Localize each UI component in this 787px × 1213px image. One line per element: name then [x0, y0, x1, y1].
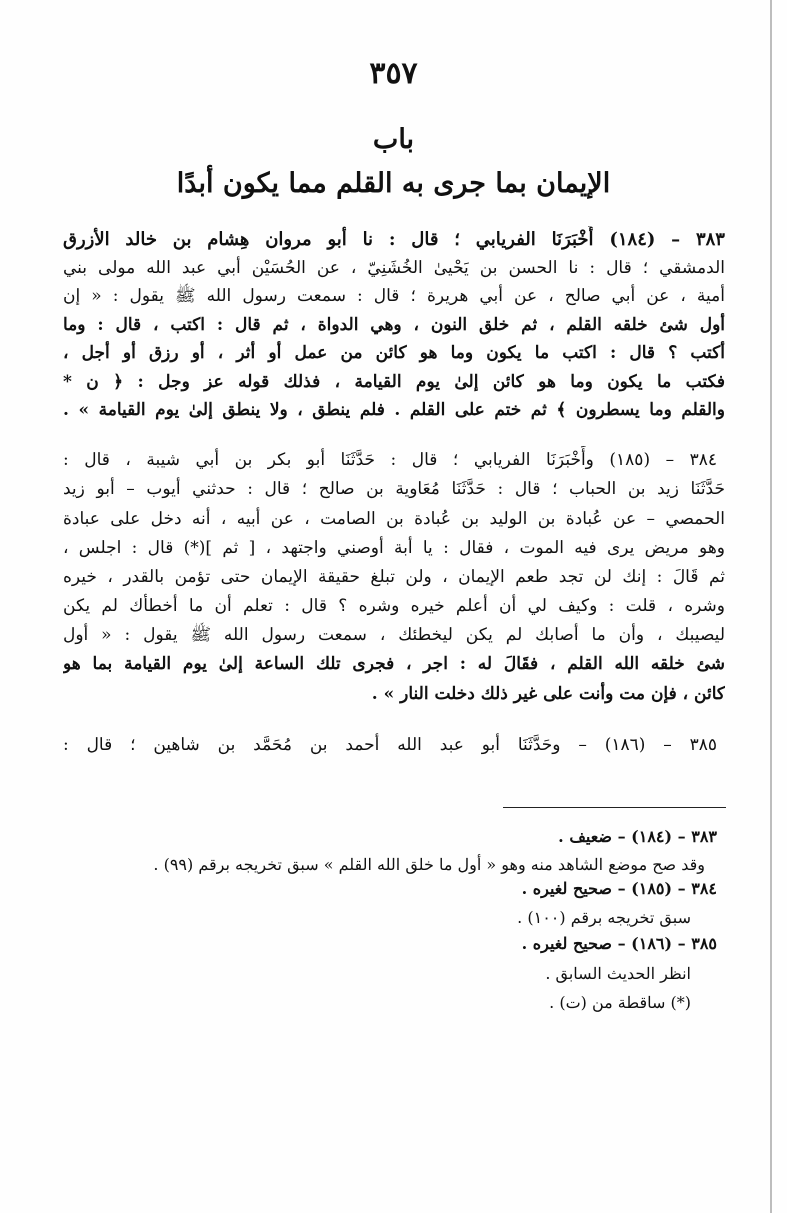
hadith-383-line-5: أكتب ؟ قال : اكتب ما يكون وما هو كائن من عمل أو أثر ، أو رزق أو أجل ، [63, 343, 725, 363]
footnote-385-grade: ٣٨٥ – (١٨٦) – صحيح لغيره . [521, 934, 717, 953]
chapter-title: الإيمان بما جرى به القلم مما يكون أبدًا [176, 168, 611, 199]
hadith-383-line-3: أمية ، عن أبي صالح ، عن أبي هريرة ؛ قال : سمعت رسول الله ﷺ يقول : « إن [63, 286, 725, 306]
hadith-383-line-6: فكتب ما يكون وما هو كائن إلىٰ يوم القيامة ، فذلك قوله عز وجل : ﴿ ن * [63, 372, 725, 392]
page-number: ٣٥٧ [369, 56, 418, 91]
footnote-383-grade: ٣٨٣ – (١٨٤) – ضعيف . [558, 827, 717, 846]
hadith-384-line-6: وشره ، قلت : وكيف لي أن أعلم خيره وشره ؟ قال : تعلم أن ما أخطأك لم يكن [63, 596, 725, 616]
footnote-383-note: وقد صح موضع الشاهد منه وهو « أول ما خلق الله القلم » سبق تخريجه برقم (٩٩) . [153, 855, 705, 874]
hadith-384-line-9: كائن ، فإن مت وأنت على غير ذلك دخلت النار » . [371, 684, 725, 704]
hadith-384-line-7: ليصيبك ، وأن ما أصابك لم يكن ليخطئك ، سمعت رسول الله ﷺ يقول : « أول [63, 625, 725, 645]
footnote-star: (*) ساقطة من (ت) . [549, 993, 691, 1012]
hadith-384-line-3: الحمصي – عن عُبادة بن الوليد بن عُبادة بن الصامت ، عن أبيه ، أنه دخل على عبادة [63, 509, 725, 529]
hadith-385-line-1: ٣٨٥ – (١٨٦) – وحَدَّثَنَا أبو عبد الله أحمد بن مُحَمَّد بن شاهين ؛ قال : [63, 735, 717, 755]
hadith-384-line-5: ثم قَالَ : إنك لن تجد طعم الإيمان ، ولن تبلغ حقيقة الإيمان حتى تؤمن بالقدر ، خيره [63, 567, 725, 587]
hadith-383-line-1: ٣٨٣ – (١٨٤) أَخْبَرَنَا الفريابي ؛ قال : نا أبو مروان هِشام بن خالد الأزرق [63, 229, 725, 250]
hadith-383-line-2: الدمشقي ؛ قال : نا الحسن بن يَحْيىٰ الخُشَنِيّ ، عن الحُسَيْن أبي عبد الله مولى بني [63, 258, 725, 278]
hadith-383-line-4: أول شئ خلقه القلم ، ثم خلق النون ، وهي الدواة ، ثم قال : اكتب ، قال : وما [63, 315, 725, 335]
chapter-label: باب [372, 124, 415, 155]
hadith-384-line-8: شئ خلقه الله القلم ، فقَالَ له : اجر ، فجرى تلك الساعة إلىٰ يوم القيامة بما هو [63, 654, 725, 674]
footnote-separator [503, 807, 726, 808]
footnote-385-note: انظر الحديث السابق . [545, 964, 691, 983]
footnote-384-grade: ٣٨٤ – (١٨٥) – صحيح لغيره . [521, 879, 717, 898]
hadith-384-line-1: ٣٨٤ – (١٨٥) وأَخْبَرَنَا الفريابي ؛ قال : حَدَّثَنَا أبو بكر بن أبي شيبة ، قال : [63, 450, 717, 470]
hadith-384-line-2: حَدَّثَنَا زيد بن الحباب ؛ قال : حَدَّثَنَا مُعَاوية بن صالح ؛ قال : حدثني أيوب – أبو زيد [63, 479, 725, 499]
hadith-384-line-4: وهو مريض يرى فيه الموت ، فقال : يا أبة أوصني واجتهد ، [ ثم ](*) قال : اجلس ، [63, 538, 725, 558]
footnote-384-note: سبق تخريجه برقم (١٠٠) . [517, 908, 691, 927]
hadith-383-line-7: والقلم وما يسطرون ﴾ ثم ختم على القلم . فلم ينطق ، ولا ينطق إلىٰ يوم القيامة » . [63, 400, 725, 420]
